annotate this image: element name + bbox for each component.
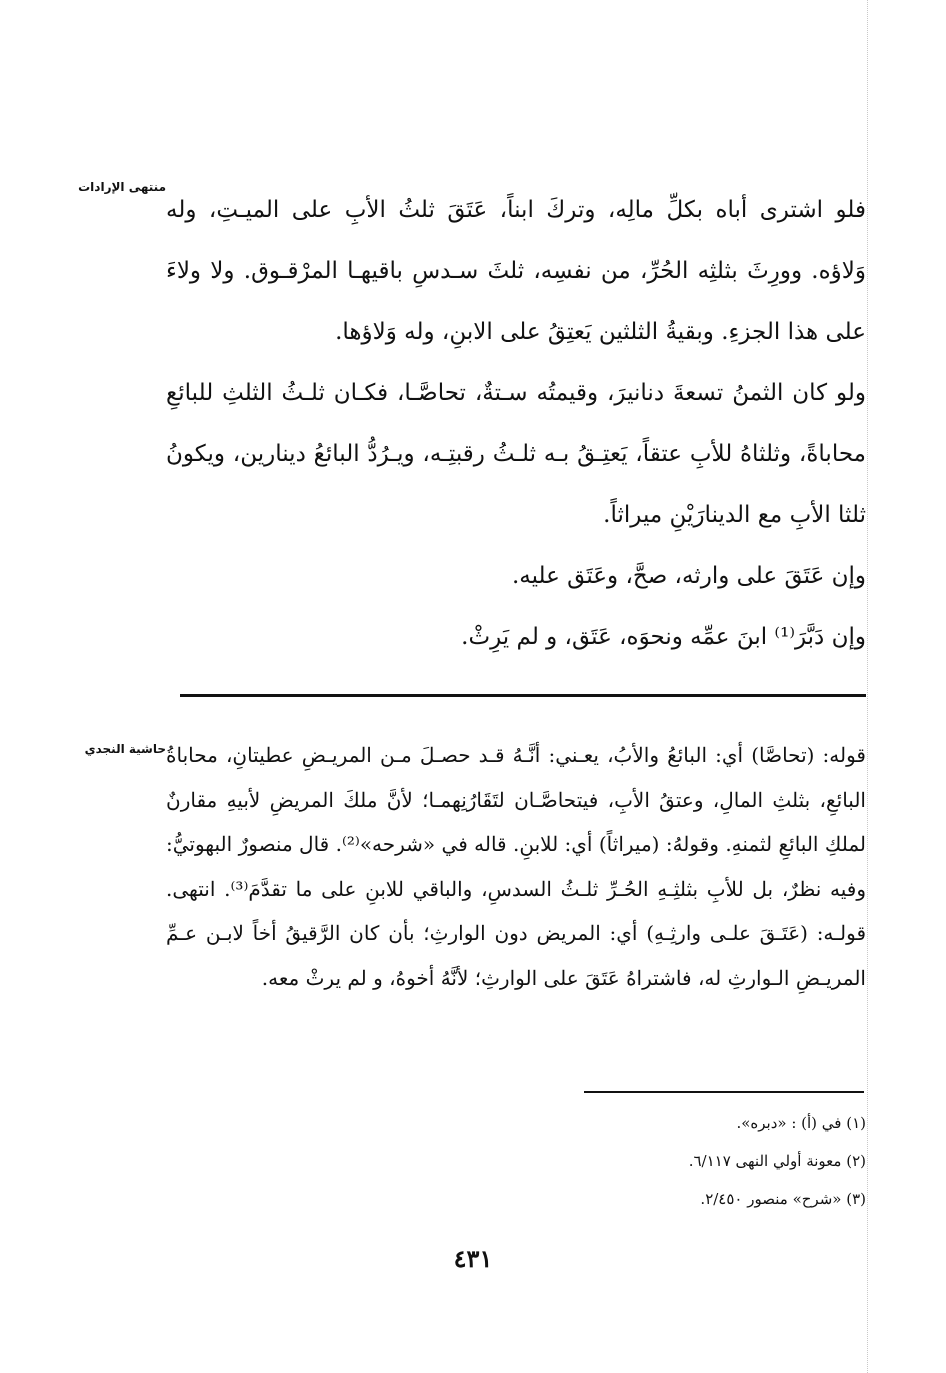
main-text-block [166,180,866,668]
main-paragraph-4: وإن دَبَّرَ⁽¹⁾ ابنَ عمِّه ونحوَه، عَتَق، و لم يَرِثْ. [461,624,866,650]
commentary-paragraph: قوله: (تحاصَّا) أي: البائعُ والأبُ، يعـني: أنَّـهُ قـد حصـلَ مـن المريـضِ عطيتانِ، محاباةُ البائعِ، بثلثِ المالِ، وعتقُ الأبِ، فيتحاصَّـان لتَقَارُنِهمـا؛ لأنَّ ملكَ المريضِ لأبيهِ مقارنٌ لملكِ البائعِ لثمنهِ. وقولهُ: (ميراثاً) أي: للابنِ. قاله في «شرحه»⁽²⁾. قال منصورٌ البهوتيُّ: وفيه نظرٌ، بل للأبِ بثلثِـهِ الحُـرِّ ثلـثُ السدسِ، والباقي للابنِ على ما تقدَّمَ⁽³⁾. انتهى. قولـه: (عَتَـقَ علـى وارثِـهِ) أي: المريض دون الوارثِ؛ بأن كان الرَّقيقُ أخاً لابـن عـمِّ المريـضِ الـوارثِ له، فاشتراهُ عَتَقَ على الوارثِ؛ لأنَّهُ أخوهُ، و لم يرثْ معه. [166,743,866,990]
main-paragraph-1: فلو اشترى أباه بكلِّ مالِه، وتركَ ابناً، عَتَقَ ثلثُ الأبِ على الميـتِ، وله وَلاؤه. وورِثَ بثلثِه الحُرِّ، من نفسِه، ثلثَ سـدسِ باقيهـا المرْقـوق. ولا ولاءَ على هذا الجزءِ. وبقيةُ الثلثين يَعتِقُ على الابنِ، وله وَلاؤها. [166,197,866,345]
footnotes-block [166,1104,866,1218]
footnote-3: (٣) «شرح» منصور ٢/٤٥٠. [700,1190,866,1208]
page-number: ٤٣١ [453,1244,493,1273]
main-text-source-label: منتهى الإرادات [78,180,166,194]
main-paragraph-3: وإن عَتَقَ على وارثه، صحَّ، وعَتَق عليه. [511,563,866,589]
footnote-2: (٢) معونة أولي النهى ٦/١١٧. [688,1152,866,1170]
section-divider [180,694,866,697]
footnote-divider [584,1091,864,1093]
commentary-block [166,733,866,1000]
footnote-1: (١) في (أ) : «دبره». [736,1114,866,1132]
margin-dotted-guide [867,0,868,1373]
main-paragraph-2: ولو كان الثمنُ تسعةَ دنانيرَ، وقيمتُه سـتةٌ، تحاصَّـا، فكـان ثلـثُ الثلثِ للبائعِ محاباةً، وثلثاهُ للأبِ عتقاً، يَعتِـقُ بـه ثلـثُ رقبتِـه، ويـرُدُّ البائعُ دينارين، ويكونُ ثلثا الأبِ مع الدينارَيْنِ ميراثاً. [166,380,866,528]
commentary-source-label: حاشية النجدي [84,742,166,756]
